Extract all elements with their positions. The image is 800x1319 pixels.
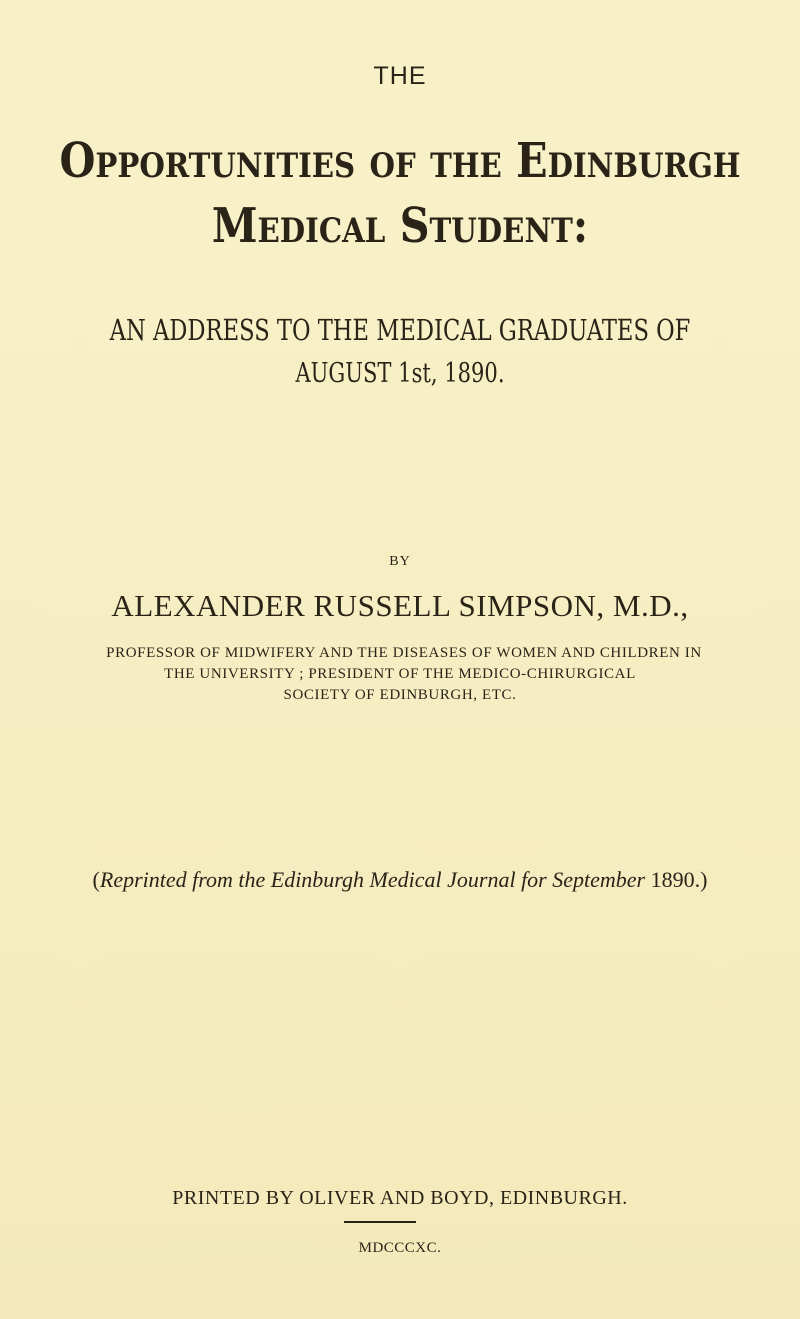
by-label: BY — [389, 554, 411, 569]
credentials-line-3: SOCIETY OF EDINBURGH, ETC. — [283, 687, 517, 703]
reprint-open: ( — [92, 867, 100, 892]
reprint-source: Reprinted from the Edinburgh Medical Journal for September — [99, 867, 646, 892]
publication-date: MDCCCXC. — [358, 1240, 442, 1256]
title-line-2: Medical Student: — [211, 198, 589, 254]
reprint-note — [0, 867, 800, 893]
title-line-1: Opportunities of the Edinburgh — [59, 133, 741, 189]
divider-rule — [344, 1221, 416, 1223]
subtitle-line-1: AN ADDRESS TO THE MEDICAL GRADUATES OF — [109, 313, 691, 347]
the-heading: THE — [373, 62, 427, 90]
credentials-line-1: PROFESSOR OF MIDWIFERY AND THE DISEASES OF WOMEN AND CHILDREN IN — [106, 645, 702, 661]
subtitle-line-2: AUGUST 1st, 1890. — [295, 358, 505, 389]
reprint-year: 1890.) — [645, 867, 708, 892]
printer-line: PRINTED BY OLIVER AND BOYD, EDINBURGH. — [172, 1187, 628, 1209]
credentials-line-2: THE UNIVERSITY ; PRESIDENT OF THE MEDICO-CHIRURGICAL — [164, 666, 636, 682]
author-name: ALEXANDER RUSSELL SIMPSON, M.D., — [111, 588, 689, 623]
